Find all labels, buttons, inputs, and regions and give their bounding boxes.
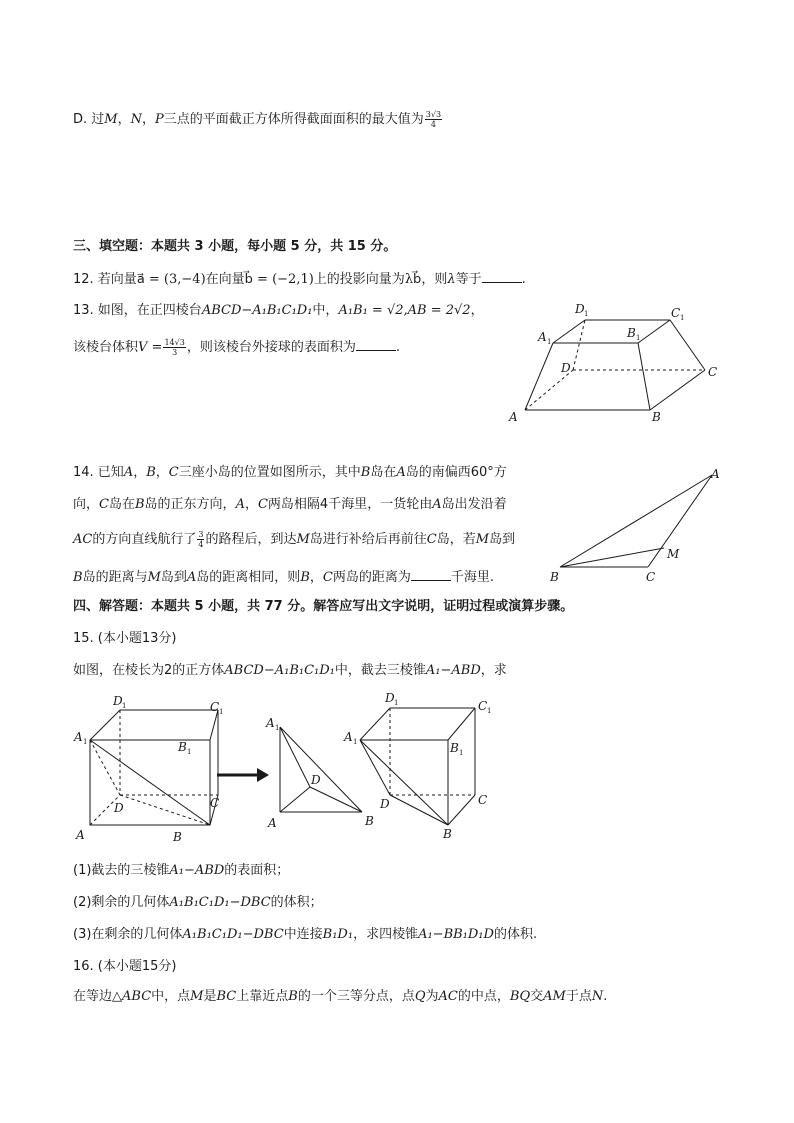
label-a1: A [344, 730, 353, 744]
edge-bb1 [638, 343, 650, 410]
fraction-numerator: 3 [198, 530, 204, 539]
solid-name: A₁B₁C₁D₁−DBC [169, 895, 271, 910]
q12-text: 在向量 [205, 272, 245, 287]
subscript-1: 1 [83, 738, 88, 746]
q12-text: ，则 [421, 272, 448, 287]
fraction [197, 530, 204, 549]
frustum-name: ABCD−A₁B₁C₁D₁ [201, 303, 313, 318]
point-m: M [190, 989, 204, 1004]
fraction [163, 338, 185, 357]
question-14-line-2 [73, 496, 507, 514]
q13-period: . [395, 340, 400, 355]
island-b: B [360, 465, 371, 480]
label-d: D [380, 797, 390, 811]
edge-b1c1 [448, 708, 475, 740]
q15-text: 中，截去三棱锥 [334, 663, 426, 678]
subscript-1: 1 [680, 314, 685, 322]
edge-b1c1 [638, 320, 670, 343]
island-a: A [432, 497, 442, 512]
label-a1: A [74, 730, 83, 744]
island-a: A [123, 465, 134, 480]
question-15-stem [73, 662, 507, 680]
q14-text: 的方向直线航行了 [92, 532, 197, 547]
edge-a1d [280, 727, 310, 787]
diagonal-a1d [90, 740, 120, 795]
q12-text: 上的投影向量为 [313, 272, 405, 287]
label-a: A [509, 410, 518, 424]
q15-text: (2)剩余的几何体 [73, 895, 170, 910]
point-n: N [591, 989, 604, 1004]
island-b: B [73, 570, 83, 585]
question-15-header: 15. (本小题13分) [73, 631, 177, 646]
section-4-title: 四、解答题：本题共 5 小题，共 77 分。解答应写出文字说明，证明过程或演算步骤。 [73, 599, 574, 614]
diagonal-a1b [90, 740, 210, 825]
edge-ad [525, 370, 573, 410]
question-14-line-1 [73, 464, 507, 482]
option-d-prefix: D. 过 [73, 112, 105, 127]
q14-text: ， [155, 465, 169, 480]
q13-text: ， [470, 303, 484, 318]
edge-ad [280, 787, 310, 812]
island-c: C [99, 497, 109, 512]
q14-text: 岛出发沿着 [441, 497, 507, 512]
edge-a1d1 [90, 710, 120, 740]
volume-symbol: V = [138, 340, 163, 355]
question-13-line-2 [73, 338, 400, 357]
q15-text: ，求四棱锥 [353, 927, 419, 942]
segment-ac: AC [438, 989, 458, 1004]
label-b: B [443, 827, 452, 841]
label-c1: C [478, 699, 488, 713]
answer-blank [411, 568, 451, 581]
q16-text: 为 [425, 989, 439, 1004]
q14-text: 岛进行补给后再前往 [309, 532, 427, 547]
island-b: B [300, 570, 310, 585]
q12-period: . [521, 272, 526, 287]
question-15-part-1 [73, 862, 289, 880]
segment-am: AM [543, 989, 566, 1004]
q12-text: 等于 [455, 272, 482, 287]
fraction-denominator: 4 [430, 120, 436, 129]
label-b: B [173, 830, 182, 844]
edge-bc [448, 795, 475, 825]
label-b: B [652, 410, 661, 424]
triangle-abc: △ABC [112, 989, 152, 1004]
label-a: A [268, 816, 277, 830]
island-a: A [235, 497, 245, 512]
q14-text: 两岛相隔4千海里，一货轮由 [267, 497, 433, 512]
subscript-1: 1 [219, 708, 224, 716]
label-c1: C [210, 700, 220, 714]
label-m: M [667, 547, 680, 561]
q14-text: 岛的正东方向， [144, 497, 236, 512]
question-14-line-4 [73, 568, 494, 587]
diagonal-db [390, 795, 448, 825]
question-15-part-2 [73, 894, 323, 912]
label-b: B [365, 814, 374, 828]
q14-text: 岛在 [108, 497, 135, 512]
subscript-1: 1 [584, 310, 589, 318]
q16-text: 是 [203, 989, 217, 1004]
edge-b1c1 [210, 710, 218, 740]
label-c: C [478, 793, 488, 807]
vector-b: b⃗ = (−2,1) [244, 272, 314, 287]
q15-text: (1)截去的三棱锥 [73, 863, 170, 878]
fraction [425, 110, 442, 129]
subscript-1: 1 [547, 338, 552, 346]
q15-text: 中连接 [283, 927, 323, 942]
q15-text: 的体积. [493, 927, 538, 942]
fraction-denominator: 4 [198, 540, 204, 549]
label-c1: C [671, 306, 681, 320]
label-b1: B [450, 741, 459, 755]
island-m: M [475, 532, 490, 547]
q16-text: 的中点， [457, 989, 510, 1004]
island-c: C [322, 570, 333, 585]
q14-text: 两岛的距离为 [332, 570, 411, 585]
subscript-1: 1 [275, 724, 280, 732]
label-d: D [311, 773, 321, 787]
label-d: D [561, 361, 571, 375]
q14-text: 三座小岛的位置如图所示，其中 [178, 465, 361, 480]
island-c: C [257, 497, 268, 512]
label-d1: D [113, 694, 123, 708]
label-b1: B [627, 326, 636, 340]
fraction-numerator: 3√3 [425, 110, 442, 119]
answer-blank [482, 270, 522, 283]
diagonal-a1b [360, 740, 448, 825]
cube-figure [70, 695, 230, 845]
segment-ac: AC [73, 532, 93, 547]
q16-text: 的一个三等分点，点 [297, 989, 415, 1004]
q13-text: 13. 如图，在正四棱台 [73, 303, 202, 318]
segment-ca [648, 475, 712, 567]
separator: ， [117, 112, 131, 127]
question-16-header: 16. (本小题15分) [73, 959, 177, 974]
edge-bc [650, 370, 705, 410]
diagonal-a1d [360, 740, 390, 795]
solid-name: A₁B₁C₁D₁−DBC [182, 927, 284, 942]
q14-text: 向， [73, 497, 100, 512]
label-a1: A [538, 330, 547, 344]
q16-text: 中，点 [151, 989, 191, 1004]
q15-text: 的体积； [270, 895, 323, 910]
vector-a: a⃗ = (3,−4) [136, 272, 206, 287]
question-16-stem [73, 988, 607, 1006]
island-a: A [396, 465, 406, 480]
q14-text: 岛到 [489, 532, 516, 547]
subscript-1: 1 [394, 699, 399, 707]
section-3-title: 三、填空题：本题共 3 小题，每小题 5 分，共 15 分。 [73, 239, 397, 254]
label-a: A [76, 828, 85, 842]
lambda-b: λb⃗ [404, 272, 422, 287]
q14-text: ， [244, 497, 258, 512]
q16-text: 交 [530, 989, 544, 1004]
island-b: B [134, 497, 145, 512]
q14-text: 岛到 [160, 570, 187, 585]
subscript-1: 1 [187, 748, 192, 756]
edge-a1d1 [360, 708, 390, 740]
island-m: M [147, 570, 161, 585]
q14-text: ， [309, 570, 323, 585]
q14-text: 岛，若 [436, 532, 476, 547]
subscript-1: 1 [459, 749, 464, 757]
q13-text: 该棱台体积 [73, 340, 139, 355]
q14-text: 千海里. [450, 570, 494, 585]
q15-text: ，求 [480, 663, 507, 678]
point-b: B [288, 989, 298, 1004]
label-c: C [708, 365, 718, 379]
point-m: M [104, 112, 118, 127]
remaining-solid-figure [340, 690, 500, 840]
lambda: λ [447, 272, 456, 287]
question-12 [73, 270, 526, 289]
q14-text: 的路程后，到达 [205, 532, 297, 547]
frustum-condition: A₁B₁ = √2,AB = 2√2 [338, 303, 471, 318]
label-a1: A [266, 716, 275, 730]
q14-text: 14. 已知 [73, 465, 124, 480]
question-13-line-1 [73, 302, 484, 320]
question-14-line-3 [73, 530, 515, 549]
option-d-text: 三点的平面截正方体所得截面面积的最大值为 [163, 112, 424, 127]
segment-bc: BC [216, 989, 237, 1004]
point-n: N [130, 112, 142, 127]
q14-text: ， [133, 465, 147, 480]
point-p: P [155, 112, 164, 127]
label-d: D [114, 801, 124, 815]
island-c: C [426, 532, 437, 547]
subscript-1: 1 [487, 707, 492, 715]
frustum-figure [505, 295, 735, 425]
q13-text: ，则该棱台外接球的表面积为 [186, 340, 356, 355]
island-b: B [146, 465, 156, 480]
segment-b1d1: B₁D₁ [322, 927, 354, 942]
q14-text: 岛的距离与 [82, 570, 148, 585]
label-b1: B [178, 740, 187, 754]
q16-text: 上靠近点 [236, 989, 289, 1004]
pyramid-name: A₁−BB₁D₁D [418, 927, 494, 942]
separator: ， [141, 112, 155, 127]
cube-name: ABCD−A₁B₁C₁D₁ [224, 663, 335, 678]
q15-text: (3)在剩余的几何体 [73, 927, 183, 942]
q16-text: . [603, 989, 608, 1004]
subscript-1: 1 [636, 334, 641, 342]
label-c: C [646, 570, 656, 584]
q12-text: 12. 若向量 [73, 272, 137, 287]
fraction-denominator: 3 [172, 348, 178, 357]
edge-aa1 [525, 343, 553, 410]
island-c: C [168, 465, 179, 480]
q14-text: 岛的距离相同，则 [196, 570, 301, 585]
subscript-1: 1 [122, 702, 127, 710]
segment-bq: BQ [509, 989, 531, 1004]
island-a: A [186, 570, 197, 585]
q16-text: 于点 [565, 989, 592, 1004]
label-b: B [550, 570, 559, 584]
pyramid-name: A₁−ABD [169, 863, 225, 878]
option-d [73, 110, 443, 129]
point-q: Q [414, 989, 426, 1004]
q15-text: 的表面积； [224, 863, 290, 878]
q13-text: 中， [312, 303, 339, 318]
question-15-part-3 [73, 926, 537, 944]
label-d1: D [385, 691, 395, 705]
label-a: A [711, 467, 720, 481]
q15-text: 如图，在棱长为2的正方体 [73, 663, 225, 678]
edge-cc1 [670, 320, 705, 370]
island-m: M [296, 532, 310, 547]
pyramid-name: A₁−ABD [425, 663, 481, 678]
q14-text: 岛的南偏西60°方 [405, 465, 507, 480]
answer-blank [356, 338, 396, 351]
q14-text: 岛在 [370, 465, 397, 480]
subscript-1: 1 [353, 738, 358, 746]
label-c: C [210, 796, 220, 810]
diagonal-db [120, 795, 210, 825]
label-d1: D [575, 302, 585, 316]
q16-text: 在等边 [73, 989, 113, 1004]
island-triangle-figure [545, 465, 745, 585]
fraction-numerator: 14√3 [164, 338, 185, 347]
